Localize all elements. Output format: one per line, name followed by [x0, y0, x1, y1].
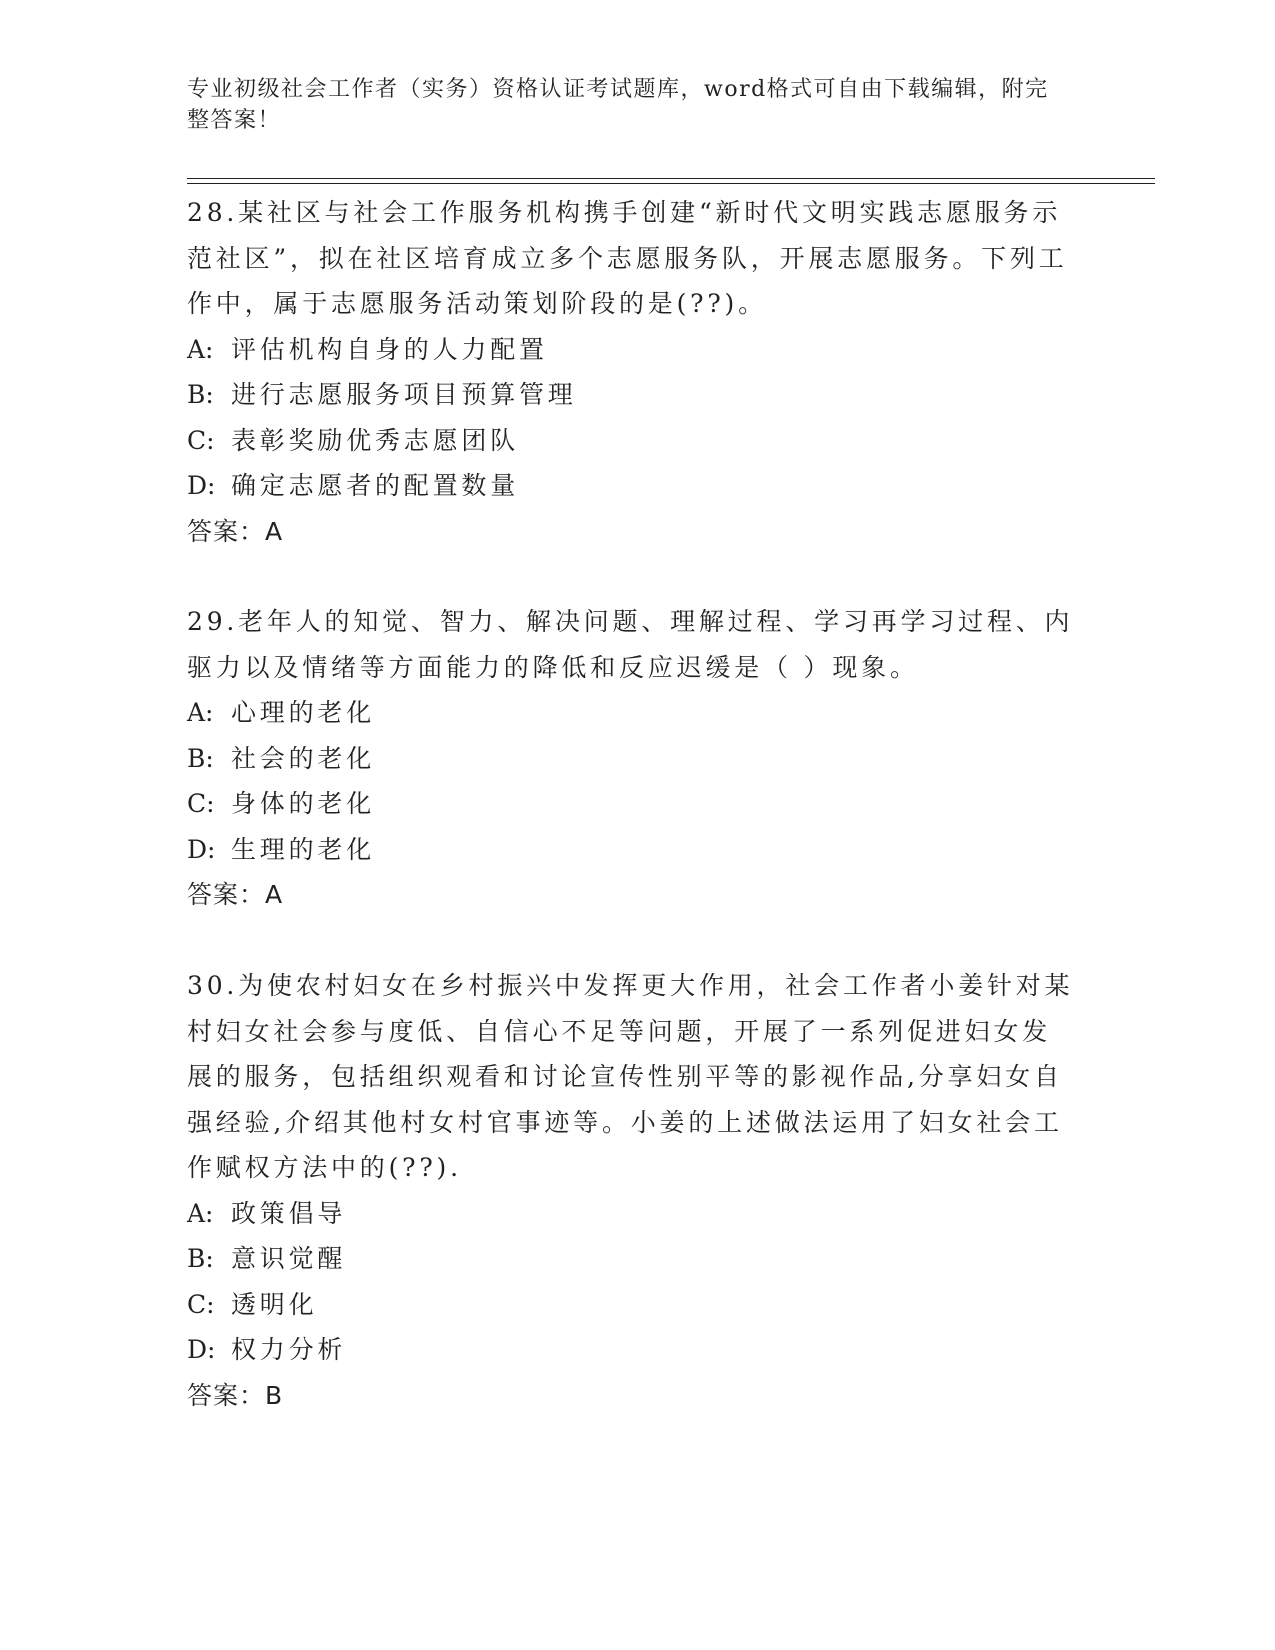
option-letter: A:	[187, 698, 214, 727]
option-text: 表彰奖励优秀志愿团队	[231, 425, 520, 455]
option-a	[187, 327, 1077, 373]
option-text: 透明化	[231, 1289, 318, 1319]
answer-line: 答案：B	[187, 1380, 284, 1410]
option-d	[187, 463, 1077, 509]
answer-line: 答案：A	[187, 880, 284, 909]
option-letter: D:	[187, 1335, 216, 1364]
header-divider-bottom	[187, 183, 1155, 184]
option-letter: D:	[187, 471, 216, 500]
question-stem: 30.为使农村妇女在乡村振兴中发挥更大作用，社会工作者小姜针对某村妇女社会参与度低、自信心不足等问题，开展了一系列促进妇女发展的服务，包括组织观看和讨论宣传性别平等的影视作品,分享妇女自强经验,介绍其他村女村官事迹等。小姜的上述做法运用了妇女社会工作赋权方法中的(??).	[187, 971, 1074, 1182]
option-text: 评估机构自身的人力配置	[231, 334, 548, 364]
option-letter: D:	[187, 834, 216, 864]
option-text: 进行志愿服务项目预算管理	[231, 380, 577, 409]
option-b	[187, 736, 1077, 782]
question-stem: 29.老年人的知觉、智力、解决问题、理解过程、学习再学习过程、内驱力以及情绪等方面能力的降低和反应迟缓是（ ）现象。	[187, 607, 1074, 682]
header-divider-top	[187, 178, 1155, 179]
option-letter: A:	[187, 334, 214, 364]
question-stem: 28.某社区与社会工作服务机构携手创建“新时代文明实践志愿服务示范社区”，拟在社区培育成立多个志愿服务队，开展志愿服务。下列工作中，属于志愿服务活动策划阶段的是(??)。	[187, 198, 1068, 318]
option-text: 心理的老化	[231, 698, 376, 727]
option-letter: B:	[187, 380, 214, 409]
question-30	[187, 963, 1077, 1418]
answer-line: 答案：A	[187, 516, 284, 546]
option-c	[187, 781, 1077, 827]
option-letter: B:	[187, 743, 214, 773]
option-letter: B:	[187, 1244, 214, 1273]
option-b	[187, 372, 1077, 418]
option-d	[187, 827, 1077, 873]
option-letter: C:	[187, 789, 215, 818]
option-text: 生理的老化	[231, 834, 376, 864]
option-c	[187, 418, 1077, 464]
option-a	[187, 1191, 1077, 1237]
option-letter: C:	[187, 1289, 215, 1319]
option-letter: A:	[187, 1198, 214, 1228]
option-b	[187, 1236, 1077, 1282]
option-text: 意识觉醒	[231, 1244, 347, 1273]
option-d	[187, 1327, 1077, 1373]
option-text: 政策倡导	[231, 1198, 347, 1228]
document-header: 专业初级社会工作者（实务）资格认证考试题库，word格式可自由下载编辑，附完整答案！	[187, 77, 1049, 133]
option-a	[187, 690, 1077, 736]
question-29	[187, 599, 1077, 918]
option-text: 社会的老化	[231, 743, 376, 773]
option-letter: C:	[187, 425, 215, 455]
option-text: 确定志愿者的配置数量	[231, 471, 520, 500]
option-c	[187, 1282, 1077, 1328]
option-text: 权力分析	[231, 1335, 347, 1364]
option-text: 身体的老化	[231, 789, 376, 818]
question-28	[187, 190, 1077, 554]
